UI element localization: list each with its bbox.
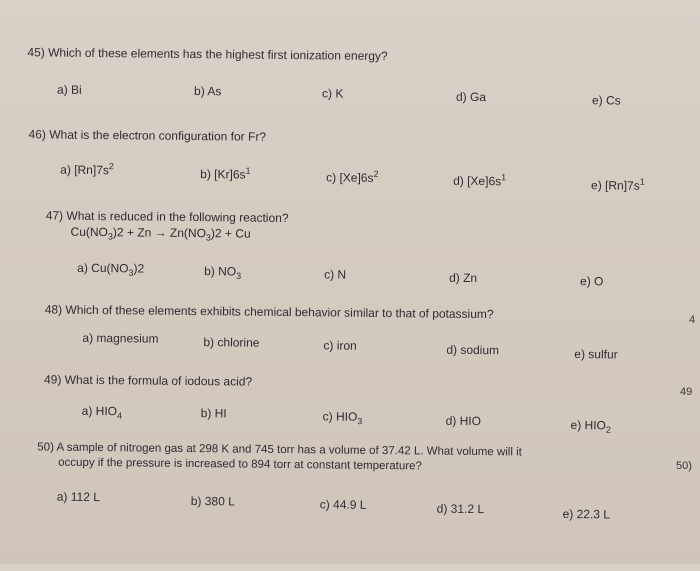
q45-option-c: c) K (321, 86, 344, 101)
q46-option-a: a) $[Rn]7s^2$ (60, 161, 115, 178)
q47-option-c: c) N (324, 267, 347, 282)
q46-option-d: d) $[Xe]6s^1$ (453, 172, 507, 189)
q48-option-d: d) sodium (446, 342, 500, 358)
question-50-line-1: 50) A sample of nitrogen gas at 298 K and 745 torr has a volume of 37.42 L. What volume will it (37, 441, 522, 459)
question-47: 47) What is reduced in the following reaction? (45, 208, 289, 226)
q50-option-e: e) 22.3 L (562, 506, 611, 522)
q49-option-d: d) HIO (445, 413, 482, 429)
q50-option-b: b) 380 L (190, 494, 235, 509)
q47-option-b: b) $NO_3$ (204, 264, 242, 281)
question-48: 48) Which of these elements exhibits chemical behavior similar to that of potassium? (44, 302, 494, 322)
q48-option-c: c) iron (323, 338, 357, 353)
q47-option-a: a) $Cu(NO_3)2$ (77, 260, 145, 278)
question-50-line-2: occupy if the pressure is increased to 894 torr at constant temperature? (58, 456, 422, 473)
margin-note-1: 4 (689, 314, 696, 326)
q46-option-b: b) $[Kr]6s^1$ (200, 165, 251, 182)
q50-option-a: a) 112 L (56, 489, 101, 505)
q50-option-d: d) 31.2 L (436, 501, 485, 517)
q47-option-d: d) Zn (449, 270, 478, 286)
q47-reaction: $Cu(NO_3)2 + Zn \to Zn(NO_3)2 + Cu$ (70, 224, 251, 243)
question-46: 46) What is the electron configuration for Fr? (28, 127, 267, 144)
q48-option-b: b) chlorine (203, 335, 260, 350)
q45-option-b: b) As (193, 84, 222, 99)
question-45: 45) Which of these elements has the highest first ionization energy? (27, 45, 388, 64)
q49-option-c: c) $HIO_3$ (322, 409, 363, 427)
q47-option-e: e) O (580, 274, 604, 289)
q45-option-e: e) Cs (591, 93, 621, 108)
q45-option-d: d) Ga (455, 89, 487, 105)
margin-note-2: 49 (680, 386, 693, 398)
q45-option-a: a) Bi (56, 82, 82, 97)
q50-option-c: c) 44.9 L (319, 497, 367, 512)
q49-option-a: a) $HIO_4$ (81, 403, 123, 421)
q46-option-e: e) $[Rn]7s^1$ (591, 176, 645, 193)
question-49: 49) What is the formula of iodous acid? (43, 372, 253, 389)
q49-option-e: e) $HIO_2$ (570, 417, 611, 435)
q48-option-a: a) magnesium (82, 330, 159, 346)
q48-option-e: e) sulfur (574, 347, 618, 362)
q46-option-c: c) $[Xe]6s^2$ (326, 168, 379, 185)
margin-note-3: 50) (676, 460, 692, 472)
q49-option-b: b) HI (200, 406, 227, 421)
